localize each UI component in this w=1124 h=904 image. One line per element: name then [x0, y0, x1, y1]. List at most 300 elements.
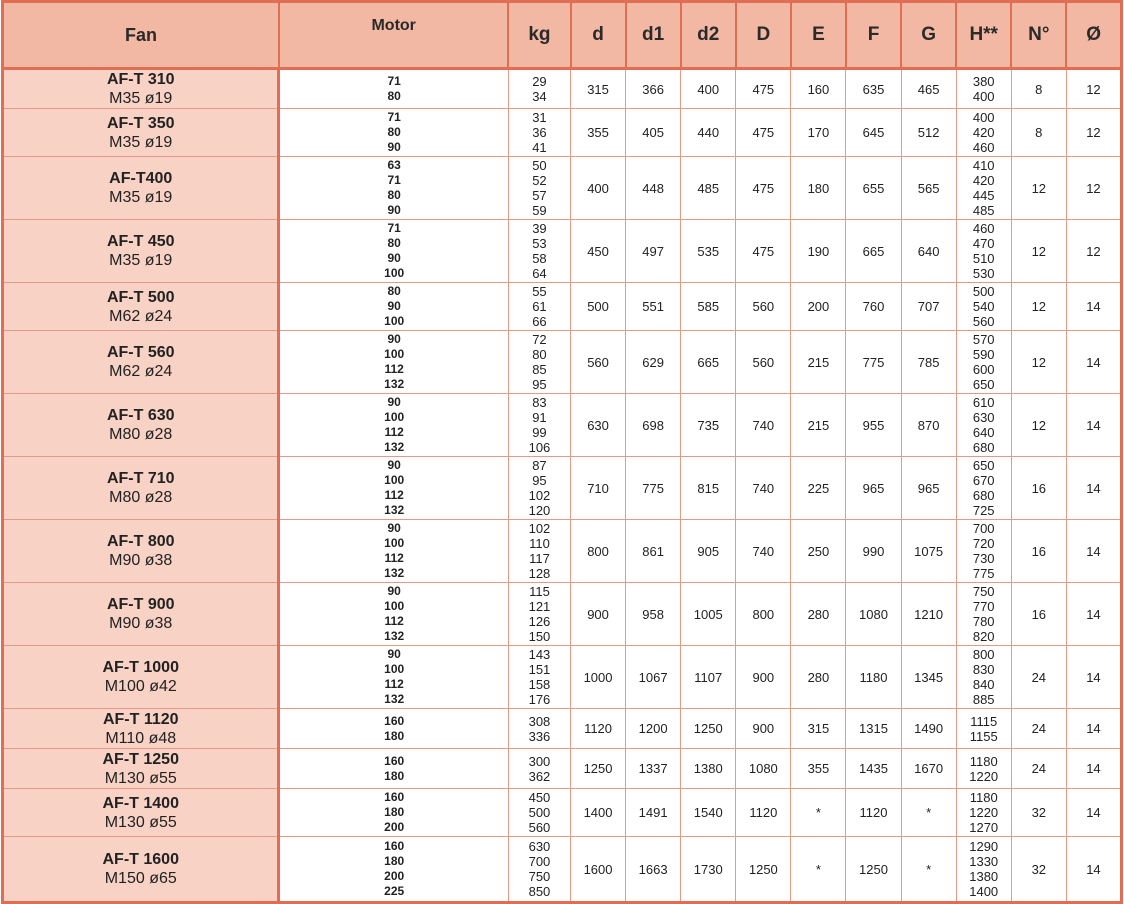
F-cell: 760 — [846, 283, 901, 331]
kg-cell-value: 700 — [528, 854, 551, 869]
fan-hub: M62 ø24 — [109, 363, 173, 380]
kg-cell-value: 58 — [532, 251, 547, 266]
motor-cell-value: 132 — [384, 629, 405, 643]
d1-cell: 629 — [626, 331, 681, 394]
table-header — [3, 2, 1122, 69]
table-row — [3, 520, 1122, 583]
kg-cell-value: 80 — [532, 347, 547, 362]
kg-cell-value: 106 — [528, 440, 551, 455]
d2-cell: 1730 — [681, 837, 736, 903]
F-cell: 645 — [846, 109, 901, 157]
d-cell: 315 — [571, 69, 626, 109]
kg-cell-value: 52 — [532, 173, 547, 188]
diameter-cell: 12 — [1066, 220, 1121, 283]
table-row — [3, 157, 1122, 220]
kg-cell-value: 41 — [532, 140, 547, 155]
d2-cell: 815 — [681, 457, 736, 520]
kg-cell-value: 126 — [528, 614, 551, 629]
n-cell: 12 — [1011, 394, 1066, 457]
h-cell — [956, 331, 1011, 394]
D-cell: 560 — [736, 331, 791, 394]
h-cell — [956, 520, 1011, 583]
h-cell-value: 680 — [972, 440, 995, 455]
E-cell: 180 — [791, 157, 846, 220]
fan-hub: M150 ø65 — [104, 870, 177, 887]
kg-cell-value: 176 — [528, 692, 551, 707]
n-cell: 32 — [1011, 789, 1066, 837]
E-cell: 355 — [791, 749, 846, 789]
motor-cell-value: 132 — [384, 440, 405, 454]
table-row — [3, 837, 1122, 903]
d1-cell: 698 — [626, 394, 681, 457]
kg-cell — [508, 220, 570, 283]
E-cell: 250 — [791, 520, 846, 583]
header-diameter: Ø — [1066, 2, 1121, 69]
d2-cell: 1107 — [681, 646, 736, 709]
kg-cell-value: 83 — [532, 395, 547, 410]
fan-cell — [3, 69, 279, 109]
h-cell-value: 560 — [972, 314, 995, 329]
fan-cell — [3, 283, 279, 331]
kg-cell-value: 85 — [532, 362, 547, 377]
D-cell: 475 — [736, 69, 791, 109]
kg-cell-value: 308 — [528, 713, 551, 729]
d2-cell: 1005 — [681, 583, 736, 646]
h-cell-value: 1180 — [969, 753, 998, 769]
d1-cell: 1337 — [626, 749, 681, 789]
motor-cell-value: 90 — [387, 584, 401, 598]
d2-cell: 585 — [681, 283, 736, 331]
F-cell: 1180 — [846, 646, 901, 709]
kg-cell-value: 50 — [532, 158, 547, 173]
motor-cell-value: 90 — [387, 332, 401, 346]
header-H: H** — [956, 2, 1011, 69]
header-F: F — [846, 2, 901, 69]
D-cell: 1080 — [736, 749, 791, 789]
h-cell-value: 1380 — [969, 869, 999, 884]
motor-cell-value: 180 — [384, 768, 405, 783]
diameter-cell: 14 — [1066, 837, 1121, 903]
table-row — [3, 709, 1122, 749]
diameter-cell: 12 — [1066, 109, 1121, 157]
G-cell: 640 — [901, 220, 956, 283]
h-cell-value: 1330 — [969, 854, 999, 869]
D-cell: 475 — [736, 157, 791, 220]
D-cell: 800 — [736, 583, 791, 646]
kg-cell-value: 95 — [532, 473, 547, 488]
motor-cell-value: 112 — [384, 551, 404, 565]
motor-cell-value: 160 — [384, 753, 405, 768]
d-cell: 900 — [571, 583, 626, 646]
h-cell-value: 380 — [972, 74, 995, 89]
h-cell-value: 1220 — [969, 768, 999, 784]
kg-cell-value: 150 — [528, 629, 551, 644]
kg-cell — [508, 837, 570, 903]
table-row — [3, 789, 1122, 837]
header-row — [3, 2, 1122, 69]
n-cell: 12 — [1011, 157, 1066, 220]
kg-cell-value: 450 — [528, 790, 551, 805]
motor-cell-value: 160 — [384, 839, 405, 853]
d1-cell: 775 — [626, 457, 681, 520]
d-cell: 1600 — [571, 837, 626, 903]
header-d: d — [571, 2, 626, 69]
E-cell: 215 — [791, 394, 846, 457]
h-cell — [956, 220, 1011, 283]
h-cell-value: 500 — [972, 284, 995, 299]
fan-hub: M35 ø19 — [109, 252, 173, 269]
fan-cell — [3, 709, 279, 749]
fan-hub: M80 ø28 — [109, 489, 173, 506]
motor-cell-value: 132 — [384, 503, 405, 517]
motor-cell — [279, 789, 508, 837]
kg-cell-value: 95 — [532, 377, 547, 392]
h-cell-value: 885 — [972, 692, 995, 707]
h-cell-value: 1400 — [969, 884, 999, 899]
kg-cell-value: 102 — [528, 521, 551, 536]
h-cell-value: 775 — [972, 566, 995, 581]
d2-cell: 905 — [681, 520, 736, 583]
kg-cell — [508, 520, 570, 583]
motor-cell-value: 90 — [387, 521, 401, 535]
fan-model: AF-T 450 — [106, 233, 175, 250]
G-cell: 965 — [901, 457, 956, 520]
D-cell: 740 — [736, 520, 791, 583]
h-cell-value: 830 — [972, 662, 995, 677]
D-cell: 740 — [736, 394, 791, 457]
F-cell: 990 — [846, 520, 901, 583]
E-cell: 200 — [791, 283, 846, 331]
d2-cell: 400 — [681, 69, 736, 109]
motor-cell-value: 80 — [387, 125, 401, 139]
fan-hub: M90 ø38 — [109, 615, 173, 632]
motor-cell — [279, 583, 508, 646]
diameter-cell: 14 — [1066, 749, 1121, 789]
d1-cell: 1067 — [626, 646, 681, 709]
kg-cell-value: 120 — [528, 503, 551, 518]
fan-hub: M35 ø19 — [109, 90, 173, 107]
header-motor: Motor — [279, 2, 508, 69]
motor-cell-value: 180 — [384, 854, 405, 868]
n-cell: 24 — [1011, 749, 1066, 789]
diameter-cell: 14 — [1066, 520, 1121, 583]
d1-cell: 958 — [626, 583, 681, 646]
fan-hub: M35 ø19 — [109, 189, 173, 206]
table-row — [3, 457, 1122, 520]
kg-cell — [508, 394, 570, 457]
table-body — [3, 69, 1122, 903]
table-row — [3, 69, 1122, 109]
F-cell: 655 — [846, 157, 901, 220]
h-cell-value: 730 — [972, 551, 995, 566]
F-cell: 775 — [846, 331, 901, 394]
h-cell — [956, 709, 1011, 749]
fan-cell — [3, 157, 279, 220]
motor-cell-value: 180 — [384, 728, 405, 743]
h-cell — [956, 749, 1011, 789]
D-cell: 560 — [736, 283, 791, 331]
n-cell: 32 — [1011, 837, 1066, 903]
d1-cell: 405 — [626, 109, 681, 157]
kg-cell-value: 34 — [532, 89, 547, 104]
diameter-cell: 14 — [1066, 394, 1121, 457]
table-row — [3, 109, 1122, 157]
G-cell: * — [901, 837, 956, 903]
h-cell-value: 540 — [972, 299, 995, 314]
h-cell-value: 770 — [972, 599, 995, 614]
fan-hub: M110 ø48 — [105, 729, 177, 747]
fan-hub: M130 ø55 — [104, 813, 177, 831]
d-cell: 1250 — [571, 749, 626, 789]
h-cell-value: 460 — [972, 221, 995, 236]
G-cell: 512 — [901, 109, 956, 157]
D-cell: 1120 — [736, 789, 791, 837]
motor-cell-value: 80 — [387, 89, 401, 103]
kg-cell — [508, 457, 570, 520]
kg-cell-value: 61 — [532, 299, 547, 314]
kg-cell-value: 64 — [532, 266, 547, 281]
motor-cell-value: 180 — [384, 805, 405, 819]
fan-cell — [3, 220, 279, 283]
motor-cell-value: 112 — [384, 425, 404, 439]
motor-cell-value: 132 — [384, 692, 405, 706]
fan-hub: M100 ø42 — [104, 678, 177, 695]
fan-cell — [3, 331, 279, 394]
motor-cell-value: 112 — [384, 362, 404, 376]
motor-cell-value: 160 — [384, 790, 405, 804]
h-cell-value: 485 — [972, 203, 995, 218]
motor-cell-value: 112 — [384, 677, 404, 691]
kg-cell-value: 121 — [528, 599, 551, 614]
G-cell: 565 — [901, 157, 956, 220]
header-D: D — [736, 2, 791, 69]
h-cell-value: 400 — [972, 89, 995, 104]
d1-cell: 1663 — [626, 837, 681, 903]
h-cell-value: 720 — [972, 536, 995, 551]
kg-cell — [508, 69, 570, 109]
motor-cell-value: 132 — [384, 377, 405, 391]
d-cell: 710 — [571, 457, 626, 520]
motor-cell — [279, 157, 508, 220]
header-fan: Fan — [3, 2, 279, 69]
h-cell-value: 590 — [972, 347, 995, 362]
F-cell: 955 — [846, 394, 901, 457]
motor-cell-value: 90 — [387, 140, 401, 154]
E-cell: * — [791, 789, 846, 837]
motor-cell — [279, 749, 508, 789]
kg-cell-value: 72 — [532, 332, 547, 347]
motor-cell-value: 132 — [384, 566, 405, 580]
fan-hub: M62 ø24 — [109, 307, 173, 325]
kg-cell-value: 362 — [528, 768, 551, 784]
d-cell: 450 — [571, 220, 626, 283]
fan-cell — [3, 394, 279, 457]
motor-cell-value: 80 — [387, 188, 401, 202]
fan-spec-table — [1, 0, 1123, 904]
fan-model: AF-T 1400 — [102, 794, 179, 812]
kg-cell — [508, 283, 570, 331]
h-cell-value: 1155 — [969, 728, 998, 744]
h-cell-value: 1220 — [969, 805, 999, 820]
E-cell: 215 — [791, 331, 846, 394]
h-cell-value: 1180 — [969, 790, 998, 805]
diameter-cell: 14 — [1066, 457, 1121, 520]
h-cell-value: 600 — [972, 362, 995, 377]
h-cell — [956, 457, 1011, 520]
kg-cell — [508, 709, 570, 749]
G-cell: * — [901, 789, 956, 837]
kg-cell-value: 117 — [529, 551, 550, 566]
E-cell: 280 — [791, 583, 846, 646]
D-cell: 900 — [736, 709, 791, 749]
motor-cell — [279, 457, 508, 520]
motor-cell — [279, 283, 508, 331]
table-row — [3, 331, 1122, 394]
header-N: N° — [1011, 2, 1066, 69]
h-cell-value: 400 — [972, 110, 995, 125]
h-cell-value: 420 — [972, 125, 995, 140]
fan-cell — [3, 457, 279, 520]
h-cell — [956, 109, 1011, 157]
fan-hub: M130 ø55 — [104, 769, 177, 787]
kg-cell-value: 115 — [529, 584, 550, 599]
header-d2: d2 — [681, 2, 736, 69]
diameter-cell: 14 — [1066, 583, 1121, 646]
h-cell-value: 445 — [972, 188, 995, 203]
F-cell: 1315 — [846, 709, 901, 749]
header-kg: kg — [508, 2, 570, 69]
d2-cell: 1380 — [681, 749, 736, 789]
F-cell: 1120 — [846, 789, 901, 837]
G-cell: 1075 — [901, 520, 956, 583]
n-cell: 12 — [1011, 220, 1066, 283]
E-cell: 170 — [791, 109, 846, 157]
motor-cell-value: 100 — [384, 266, 405, 280]
h-cell-value: 1115 — [970, 713, 998, 729]
n-cell: 8 — [1011, 109, 1066, 157]
fan-hub: M80 ø28 — [109, 426, 173, 443]
d-cell: 560 — [571, 331, 626, 394]
n-cell: 16 — [1011, 520, 1066, 583]
kg-cell-value: 630 — [528, 839, 551, 854]
d2-cell: 535 — [681, 220, 736, 283]
motor-cell-value: 71 — [387, 110, 401, 124]
h-cell — [956, 283, 1011, 331]
G-cell: 1210 — [901, 583, 956, 646]
d1-cell: 1491 — [626, 789, 681, 837]
kg-cell — [508, 109, 570, 157]
diameter-cell: 14 — [1066, 789, 1121, 837]
h-cell-value: 800 — [972, 647, 995, 662]
n-cell: 12 — [1011, 331, 1066, 394]
h-cell-value: 680 — [972, 488, 995, 503]
n-cell: 16 — [1011, 583, 1066, 646]
fan-model: AF-T 710 — [106, 470, 175, 487]
h-cell — [956, 157, 1011, 220]
kg-cell-value: 102 — [528, 488, 551, 503]
d-cell: 1120 — [571, 709, 626, 749]
fan-cell — [3, 646, 279, 709]
d-cell: 800 — [571, 520, 626, 583]
fan-cell — [3, 520, 279, 583]
h-cell-value: 630 — [972, 410, 995, 425]
header-E: E — [791, 2, 846, 69]
fan-hub: M35 ø19 — [109, 133, 173, 151]
motor-cell-value: 100 — [384, 347, 405, 361]
d-cell: 500 — [571, 283, 626, 331]
motor-cell-value: 71 — [387, 74, 401, 88]
header-d1: d1 — [626, 2, 681, 69]
kg-cell — [508, 157, 570, 220]
motor-cell — [279, 109, 508, 157]
fan-model: AF-T400 — [109, 170, 173, 187]
F-cell: 1250 — [846, 837, 901, 903]
fan-model: AF-T 500 — [106, 288, 175, 306]
d2-cell: 1540 — [681, 789, 736, 837]
h-cell — [956, 837, 1011, 903]
motor-cell-value: 71 — [387, 173, 401, 187]
D-cell: 740 — [736, 457, 791, 520]
h-cell-value: 840 — [972, 677, 995, 692]
table-row — [3, 749, 1122, 789]
h-cell-value: 610 — [972, 395, 995, 410]
table-row — [3, 394, 1122, 457]
D-cell: 900 — [736, 646, 791, 709]
G-cell: 1490 — [901, 709, 956, 749]
kg-cell-value: 850 — [528, 884, 551, 899]
n-cell: 8 — [1011, 69, 1066, 109]
motor-cell-value: 200 — [384, 869, 405, 883]
h-cell-value: 650 — [972, 458, 995, 473]
kg-cell — [508, 646, 570, 709]
fan-hub: M90 ø38 — [109, 552, 173, 569]
d1-cell: 366 — [626, 69, 681, 109]
kg-cell-value: 87 — [532, 458, 547, 473]
E-cell: 225 — [791, 457, 846, 520]
F-cell: 635 — [846, 69, 901, 109]
table-row — [3, 283, 1122, 331]
D-cell: 475 — [736, 220, 791, 283]
d-cell: 355 — [571, 109, 626, 157]
h-cell-value: 750 — [972, 584, 995, 599]
kg-cell-value: 110 — [529, 536, 550, 551]
h-cell — [956, 394, 1011, 457]
h-cell-value: 820 — [972, 629, 995, 644]
motor-cell-value: 225 — [384, 884, 405, 898]
diameter-cell: 14 — [1066, 283, 1121, 331]
h-cell-value: 410 — [972, 158, 995, 173]
diameter-cell: 12 — [1066, 69, 1121, 109]
n-cell: 24 — [1011, 646, 1066, 709]
h-cell-value: 700 — [972, 521, 995, 536]
h-cell-value: 640 — [972, 425, 995, 440]
fan-cell — [3, 789, 279, 837]
G-cell: 870 — [901, 394, 956, 457]
kg-cell-value: 91 — [532, 410, 547, 425]
motor-cell-value: 90 — [387, 647, 401, 661]
d-cell: 400 — [571, 157, 626, 220]
motor-cell-value: 63 — [387, 158, 401, 172]
fan-cell — [3, 109, 279, 157]
motor-cell-value: 100 — [384, 314, 405, 328]
motor-cell-value: 90 — [387, 299, 401, 313]
motor-cell-value: 100 — [384, 410, 405, 424]
G-cell: 785 — [901, 331, 956, 394]
d-cell: 1000 — [571, 646, 626, 709]
d2-cell: 735 — [681, 394, 736, 457]
motor-cell — [279, 331, 508, 394]
h-cell — [956, 69, 1011, 109]
